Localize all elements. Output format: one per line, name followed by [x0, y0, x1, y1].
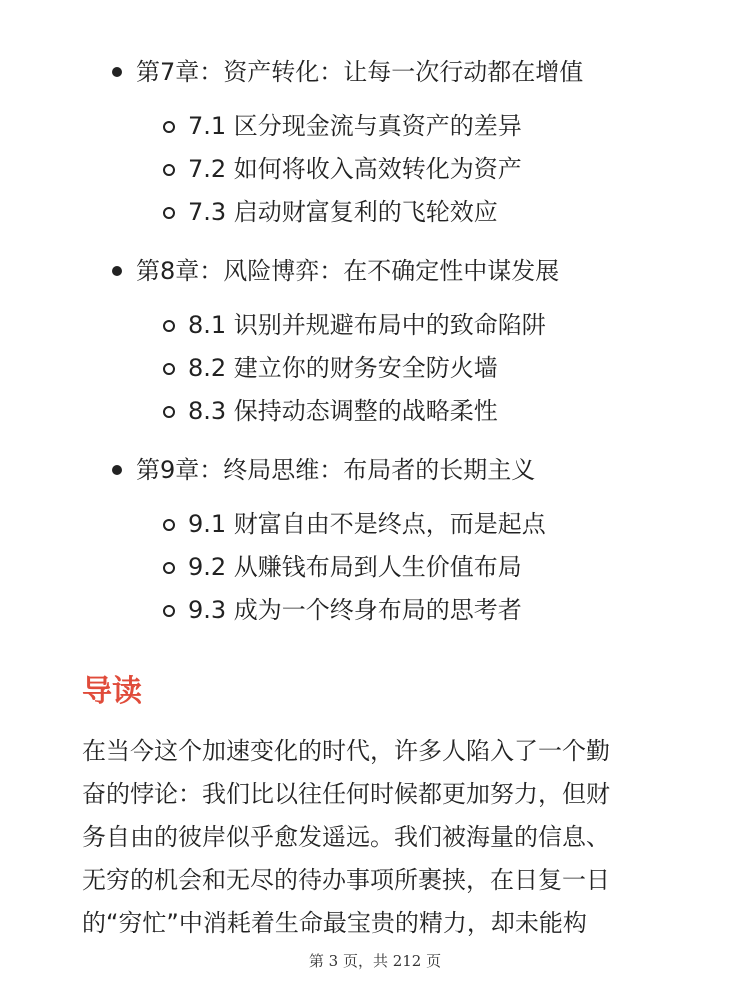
chapter-title: 第9章：终局思维：布局者的长期主义	[136, 456, 536, 484]
section-title: 9.2 从赚钱布局到人生价值布局	[188, 553, 522, 581]
chapter-block	[0, 52, 750, 234]
bullet-icon	[112, 465, 122, 475]
hollow-bullet-icon	[163, 519, 175, 531]
section-title: 7.1 区分现金流与真资产的差异	[188, 112, 522, 140]
section-item	[0, 589, 750, 632]
section-item	[0, 347, 750, 390]
paragraph-line: 奋的悖论：我们比以往任何时候都更加努力，但财	[82, 780, 610, 808]
section-item	[0, 304, 750, 347]
chapter-item	[0, 251, 750, 291]
hollow-bullet-icon	[163, 207, 175, 219]
hollow-bullet-icon	[163, 164, 175, 176]
section-title: 9.3 成为一个终身布局的思考者	[188, 596, 522, 624]
chapter-item	[0, 450, 750, 490]
section-item	[0, 148, 750, 191]
paragraph-line: 无穷的机会和无尽的待办事项所裹挟，在日复一日	[82, 866, 610, 894]
bullet-icon	[112, 67, 122, 77]
hollow-bullet-icon	[163, 605, 175, 617]
page-number: 第 3 页，共 212 页	[308, 952, 442, 970]
section-title: 8.1 识别并规避布局中的致命陷阱	[188, 311, 546, 339]
hollow-bullet-icon	[163, 320, 175, 332]
chapter-block	[0, 450, 750, 632]
chapter-title: 第8章：风险博弈：在不确定性中谋发展	[136, 257, 560, 285]
section-item	[0, 105, 750, 148]
paragraph-line: 务自由的彼岸似乎愈发遥远。我们被海量的信息、	[82, 823, 610, 851]
section-list	[0, 304, 750, 433]
section-list	[0, 105, 750, 234]
paragraph-line: 的“穷忙”中消耗着生命最宝贵的精力，却未能构	[82, 909, 587, 937]
section-title: 7.2 如何将收入高效转化为资产	[188, 155, 522, 183]
section-title: 8.3 保持动态调整的战略柔性	[188, 397, 498, 425]
hollow-bullet-icon	[163, 562, 175, 574]
chapter-item	[0, 52, 750, 92]
intro-paragraph	[82, 730, 672, 945]
section-item	[0, 503, 750, 546]
section-heading: 导读	[82, 674, 142, 709]
hollow-bullet-icon	[163, 363, 175, 375]
table-of-contents	[0, 52, 750, 649]
section-title: 7.3 启动财富复利的飞轮效应	[188, 198, 498, 226]
hollow-bullet-icon	[163, 121, 175, 133]
section-title: 9.1 财富自由不是终点，而是起点	[188, 510, 546, 538]
paragraph-line: 在当今这个加速变化的时代，许多人陷入了一个勤	[82, 737, 610, 765]
hollow-bullet-icon	[163, 406, 175, 418]
section-item	[0, 191, 750, 234]
bullet-icon	[112, 266, 122, 276]
chapter-title: 第7章：资产转化：让每一次行动都在增值	[136, 58, 584, 86]
section-item	[0, 546, 750, 589]
chapter-block	[0, 251, 750, 433]
section-item	[0, 390, 750, 433]
section-title: 8.2 建立你的财务安全防火墙	[188, 354, 498, 382]
section-list	[0, 503, 750, 632]
